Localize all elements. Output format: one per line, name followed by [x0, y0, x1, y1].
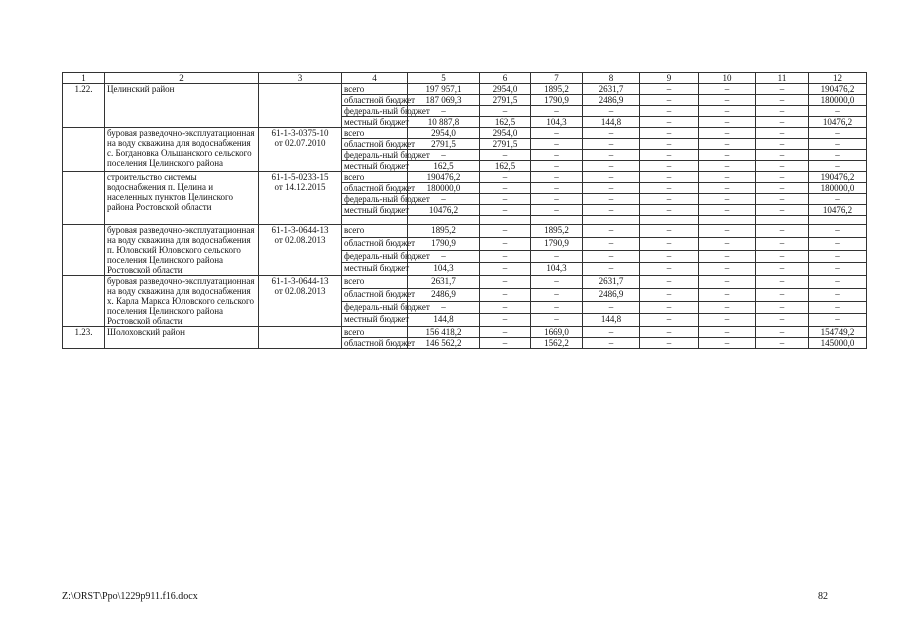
amount-cell: –	[699, 84, 756, 95]
item-number	[63, 276, 105, 327]
amount-cell: –	[756, 205, 809, 216]
item-number	[63, 225, 105, 276]
column-header-12: 12	[809, 73, 867, 84]
funding-source: всего	[342, 276, 408, 289]
amount-cell: 1895,2	[408, 225, 480, 238]
amount-cell: 2954,0	[480, 84, 531, 95]
amount-cell: –	[480, 327, 531, 338]
item-name: буровая разведочно-эксплуатационная на воду скважина для водоснабжения с. Богдановка Ольшанского сельского поселения Целинского района	[105, 128, 259, 172]
amount-cell: –	[699, 237, 756, 250]
amount-cell: 180000,0	[809, 95, 867, 106]
item-number: 1.23.	[63, 327, 105, 349]
amount-cell: 162,5	[480, 161, 531, 172]
amount-cell: –	[756, 237, 809, 250]
amount-cell: –	[480, 106, 531, 117]
amount-cell: –	[756, 161, 809, 172]
funding-source: федераль-ный бюджет	[342, 301, 408, 314]
amount-cell: –	[408, 250, 480, 263]
amount-cell: –	[699, 139, 756, 150]
amount-cell: –	[756, 95, 809, 106]
amount-cell: –	[640, 84, 699, 95]
amount-cell: –	[583, 150, 640, 161]
project-code	[259, 225, 342, 276]
amount-cell: 10476,2	[809, 205, 867, 216]
funding-source: областной бюджет	[342, 95, 408, 106]
funding-source: областной бюджет	[342, 237, 408, 250]
project-code-date: от 02.08.2013	[274, 235, 326, 245]
item-name: буровая разведочно-эксплуатационная на воду скважина для водоснабжения х. Карла Маркса Юловского сельского поселения Целинского района Ростовской области	[105, 276, 259, 327]
amount-cell: 1790,9	[531, 95, 583, 106]
amount-cell: –	[408, 106, 480, 117]
amount-cell: –	[809, 139, 867, 150]
amount-cell: –	[583, 327, 640, 338]
amount-cell: 180000,0	[809, 183, 867, 194]
amount-cell: –	[756, 106, 809, 117]
amount-cell: 156 418,2	[408, 327, 480, 338]
amount-cell: 2486,9	[583, 288, 640, 301]
amount-cell: 154749,2	[809, 327, 867, 338]
amount-cell: –	[480, 301, 531, 314]
amount-cell: –	[531, 194, 583, 205]
amount-cell: 2631,7	[408, 276, 480, 289]
project-code-date: от 02.08.2013	[274, 286, 326, 296]
spacer-cell	[583, 216, 640, 225]
amount-cell: 2791,5	[480, 95, 531, 106]
amount-cell: –	[809, 250, 867, 263]
funding-source: местный бюджет	[342, 205, 408, 216]
amount-cell: 190476,2	[408, 172, 480, 183]
footer-file-path: Z:\ORST\Ppo\1229p911.f16.docx	[62, 591, 198, 602]
amount-cell: –	[531, 139, 583, 150]
amount-cell: –	[699, 205, 756, 216]
amount-cell: 2791,5	[480, 139, 531, 150]
budget-table	[62, 72, 867, 349]
funding-source: всего	[342, 327, 408, 338]
amount-cell: –	[583, 139, 640, 150]
amount-cell: –	[640, 95, 699, 106]
spacer-cell	[699, 216, 756, 225]
column-header-3: 3	[259, 73, 342, 84]
amount-cell: –	[640, 161, 699, 172]
funding-source: областной бюджет	[342, 183, 408, 194]
funding-source: федераль-ный бюджет	[342, 194, 408, 205]
amount-cell: –	[583, 128, 640, 139]
amount-cell: –	[583, 301, 640, 314]
project-code	[259, 276, 342, 327]
amount-cell: 162,5	[408, 161, 480, 172]
amount-cell: –	[756, 263, 809, 276]
funding-source: местный бюджет	[342, 314, 408, 327]
amount-cell: –	[408, 301, 480, 314]
project-code-number: 61-1-3-0644-13	[271, 225, 329, 235]
amount-cell: 10476,2	[809, 117, 867, 128]
project-code	[259, 172, 342, 225]
item-number	[63, 172, 105, 225]
amount-cell: –	[583, 205, 640, 216]
funding-source: всего	[342, 128, 408, 139]
amount-cell: –	[699, 338, 756, 349]
amount-cell: –	[640, 276, 699, 289]
amount-cell: –	[699, 301, 756, 314]
amount-cell: 146 562,2	[408, 338, 480, 349]
amount-cell: –	[640, 150, 699, 161]
spacer-cell	[531, 216, 583, 225]
amount-cell: –	[480, 314, 531, 327]
amount-cell: –	[640, 338, 699, 349]
amount-cell: –	[756, 327, 809, 338]
spacer-cell	[809, 216, 867, 225]
amount-cell: –	[809, 194, 867, 205]
amount-cell: –	[531, 301, 583, 314]
amount-cell: –	[756, 150, 809, 161]
project-code	[259, 128, 342, 172]
project-code	[259, 327, 342, 349]
amount-cell: –	[699, 183, 756, 194]
amount-cell: 190476,2	[809, 84, 867, 95]
amount-cell: 2631,7	[583, 84, 640, 95]
spacer-cell	[408, 216, 480, 225]
amount-cell: 162,5	[480, 117, 531, 128]
amount-cell: 1895,2	[531, 225, 583, 238]
amount-cell: –	[756, 194, 809, 205]
amount-cell: –	[699, 263, 756, 276]
item-number: 1.22.	[63, 84, 105, 128]
amount-cell: 2954,0	[408, 128, 480, 139]
spacer-cell	[756, 216, 809, 225]
amount-cell: –	[480, 150, 531, 161]
amount-cell: –	[640, 139, 699, 150]
project-code-date: от 02.07.2010	[274, 138, 326, 148]
column-header-1: 1	[63, 73, 105, 84]
amount-cell: –	[640, 237, 699, 250]
amount-cell: –	[531, 314, 583, 327]
funding-source: местный бюджет	[342, 117, 408, 128]
amount-cell: –	[531, 183, 583, 194]
amount-cell: –	[480, 263, 531, 276]
amount-cell: –	[809, 276, 867, 289]
amount-cell: –	[809, 237, 867, 250]
amount-cell: –	[480, 225, 531, 238]
footer-page-number: 82	[818, 591, 828, 602]
column-header-11: 11	[756, 73, 809, 84]
amount-cell: –	[583, 106, 640, 117]
amount-cell: –	[531, 128, 583, 139]
amount-cell: –	[531, 161, 583, 172]
spacer-cell	[342, 216, 408, 225]
amount-cell: –	[640, 128, 699, 139]
column-header-6: 6	[480, 73, 531, 84]
amount-cell: –	[756, 183, 809, 194]
amount-cell: –	[699, 288, 756, 301]
amount-cell: –	[640, 183, 699, 194]
amount-cell: –	[699, 225, 756, 238]
amount-cell: –	[809, 106, 867, 117]
amount-cell: –	[480, 250, 531, 263]
table-row	[63, 172, 867, 183]
amount-cell: –	[583, 250, 640, 263]
project-code-date: от 14.12.2015	[274, 182, 326, 192]
column-header-4: 4	[342, 73, 408, 84]
column-header-2: 2	[105, 73, 259, 84]
spacer-cell	[480, 216, 531, 225]
amount-cell: –	[809, 314, 867, 327]
funding-source: областной бюджет	[342, 288, 408, 301]
amount-cell: –	[756, 276, 809, 289]
amount-cell: –	[809, 225, 867, 238]
amount-cell: –	[583, 237, 640, 250]
amount-cell: –	[640, 301, 699, 314]
amount-cell: –	[480, 205, 531, 216]
amount-cell: –	[583, 172, 640, 183]
amount-cell: –	[699, 172, 756, 183]
amount-cell: –	[640, 205, 699, 216]
column-header-9: 9	[640, 73, 699, 84]
amount-cell: 145000,0	[809, 338, 867, 349]
amount-cell: –	[699, 161, 756, 172]
amount-cell: –	[583, 263, 640, 276]
amount-cell: –	[531, 276, 583, 289]
table-row	[63, 128, 867, 139]
column-header-10: 10	[699, 73, 756, 84]
amount-cell: –	[408, 150, 480, 161]
item-number	[63, 128, 105, 172]
amount-cell: 1562,2	[531, 338, 583, 349]
amount-cell: –	[699, 106, 756, 117]
project-code	[259, 84, 342, 128]
amount-cell: 104,3	[531, 263, 583, 276]
amount-cell: –	[699, 95, 756, 106]
amount-cell: –	[756, 250, 809, 263]
table-row	[63, 327, 867, 338]
funding-source: всего	[342, 225, 408, 238]
funding-source: областной бюджет	[342, 139, 408, 150]
amount-cell: 10 887,8	[408, 117, 480, 128]
amount-cell: 1895,2	[531, 84, 583, 95]
document-page	[62, 72, 855, 349]
amount-cell: 104,3	[408, 263, 480, 276]
amount-cell: –	[699, 250, 756, 263]
table-header-row	[63, 73, 867, 84]
amount-cell: –	[480, 276, 531, 289]
amount-cell: –	[756, 117, 809, 128]
amount-cell: –	[640, 250, 699, 263]
amount-cell: –	[699, 194, 756, 205]
amount-cell: 2486,9	[583, 95, 640, 106]
amount-cell: –	[531, 172, 583, 183]
table-row	[63, 84, 867, 95]
amount-cell: –	[640, 194, 699, 205]
amount-cell: –	[699, 128, 756, 139]
funding-source: федераль-ный бюджет	[342, 150, 408, 161]
column-header-8: 8	[583, 73, 640, 84]
amount-cell: –	[480, 194, 531, 205]
amount-cell: –	[809, 150, 867, 161]
amount-cell: –	[699, 327, 756, 338]
project-code-number: 61-1-3-0644-13	[271, 276, 329, 286]
table-row	[63, 276, 867, 289]
amount-cell: 1669,0	[531, 327, 583, 338]
item-name: буровая разведочно-эксплуатационная на воду скважина для водоснабжения п. Юловский Юловского сельского поселения Целинского района Ростовской области	[105, 225, 259, 276]
amount-cell: –	[480, 288, 531, 301]
amount-cell: –	[480, 183, 531, 194]
amount-cell: 1790,9	[531, 237, 583, 250]
item-name: Целинский район	[105, 84, 259, 128]
amount-cell: 190476,2	[809, 172, 867, 183]
amount-cell: –	[756, 139, 809, 150]
amount-cell: 187 069,3	[408, 95, 480, 106]
amount-cell: 144,8	[583, 117, 640, 128]
project-code-number: 61-1-3-0375-10	[271, 128, 329, 138]
amount-cell: –	[756, 84, 809, 95]
amount-cell: –	[756, 128, 809, 139]
amount-cell: 2791,5	[408, 139, 480, 150]
amount-cell: –	[531, 288, 583, 301]
amount-cell: –	[640, 314, 699, 327]
funding-source: местный бюджет	[342, 161, 408, 172]
amount-cell: –	[480, 338, 531, 349]
amount-cell: –	[583, 161, 640, 172]
amount-cell: –	[640, 288, 699, 301]
amount-cell: –	[809, 161, 867, 172]
amount-cell: –	[756, 172, 809, 183]
amount-cell: –	[809, 263, 867, 276]
amount-cell: –	[756, 288, 809, 301]
funding-source: областной бюджет	[342, 338, 408, 349]
spacer-cell	[640, 216, 699, 225]
amount-cell: –	[640, 106, 699, 117]
amount-cell: –	[809, 301, 867, 314]
funding-source: местный бюджет	[342, 263, 408, 276]
amount-cell: –	[583, 338, 640, 349]
funding-source: федераль-ный бюджет	[342, 106, 408, 117]
table-row	[63, 225, 867, 238]
amount-cell: –	[480, 172, 531, 183]
amount-cell: 2486,9	[408, 288, 480, 301]
amount-cell: –	[756, 301, 809, 314]
amount-cell: –	[531, 250, 583, 263]
amount-cell: 2954,0	[480, 128, 531, 139]
amount-cell: 2631,7	[583, 276, 640, 289]
amount-cell: –	[809, 128, 867, 139]
amount-cell: –	[699, 276, 756, 289]
amount-cell: 10476,2	[408, 205, 480, 216]
amount-cell: 1790,9	[408, 237, 480, 250]
column-header-5: 5	[408, 73, 480, 84]
amount-cell: 180000,0	[408, 183, 480, 194]
amount-cell: 197 957,1	[408, 84, 480, 95]
amount-cell: –	[640, 327, 699, 338]
funding-source: всего	[342, 172, 408, 183]
amount-cell: –	[699, 150, 756, 161]
amount-cell: 144,8	[408, 314, 480, 327]
amount-cell: –	[640, 263, 699, 276]
amount-cell: –	[583, 194, 640, 205]
amount-cell: –	[640, 117, 699, 128]
item-name: Шолоховский район	[105, 327, 259, 349]
amount-cell: 104,3	[531, 117, 583, 128]
amount-cell: 144,8	[583, 314, 640, 327]
amount-cell: –	[756, 225, 809, 238]
amount-cell: –	[699, 117, 756, 128]
amount-cell: –	[531, 106, 583, 117]
amount-cell: –	[408, 194, 480, 205]
amount-cell: –	[583, 225, 640, 238]
funding-source: федераль-ный бюджет	[342, 250, 408, 263]
amount-cell: –	[809, 288, 867, 301]
amount-cell: –	[583, 183, 640, 194]
amount-cell: –	[756, 314, 809, 327]
amount-cell: –	[756, 338, 809, 349]
column-header-7: 7	[531, 73, 583, 84]
item-name: строительство системы водоснабжения п. Целина и населенных пунктов Целинского района Ростовской области	[105, 172, 259, 225]
amount-cell: –	[531, 150, 583, 161]
amount-cell: –	[640, 172, 699, 183]
amount-cell: –	[640, 225, 699, 238]
amount-cell: –	[531, 205, 583, 216]
funding-source: всего	[342, 84, 408, 95]
project-code-number: 61-1-5-0233-15	[271, 172, 329, 182]
amount-cell: –	[699, 314, 756, 327]
amount-cell: –	[480, 237, 531, 250]
